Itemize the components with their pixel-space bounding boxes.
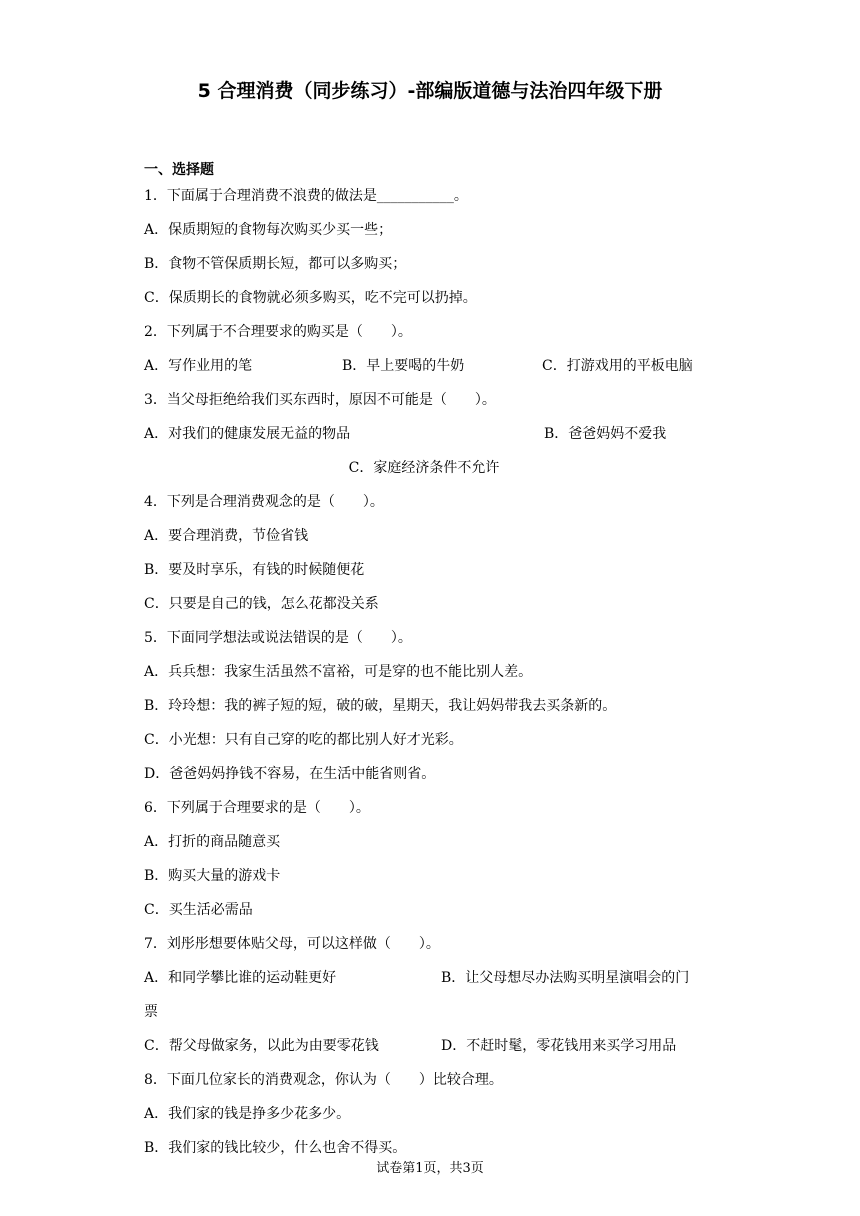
q5-option-b: B．玲玲想：我的裤子短的短，破的破，星期天，我让妈妈带我去买条新的。: [144, 698, 617, 714]
q4-option-c: C．只要是自己的钱，怎么花都没关系: [144, 596, 379, 612]
q5-option-c: C．小光想：只有自己穿的吃的都比别人好才光彩。: [144, 732, 463, 748]
q2-option-b: B．早上要喝的牛奶: [342, 358, 465, 374]
page-title: 5 合理消费（同步练习）-部编版道德与法治四年级下册: [197, 80, 663, 102]
q7-option-b: B．让父母想尽办法购买明星演唱会的门: [441, 970, 690, 986]
page-footer: 试卷第1页，共3页: [376, 1161, 484, 1176]
q8-option-a: A．我们家的钱是挣多少花多少。: [144, 1106, 351, 1122]
q7-option-b-continued: 票: [144, 1004, 158, 1020]
q7-option-c: C．帮父母做家务，以此为由要零花钱: [144, 1038, 379, 1054]
q5-option-d: D．爸爸妈妈挣钱不容易，在生活中能省则省。: [144, 766, 436, 782]
q3-option-b: B．爸爸妈妈不爱我: [544, 426, 667, 442]
q6-option-b: B．购买大量的游戏卡: [144, 868, 281, 884]
q3-option-c: C．家庭经济条件不允许: [348, 460, 500, 476]
q6-option-c: C．买生活必需品: [144, 902, 253, 918]
q3-options: [144, 422, 724, 456]
q7-option-a: A．和同学攀比谁的运动鞋更好: [144, 970, 337, 986]
q1-option-c: C．保质期长的食物就必须多购买，吃不完可以扔掉。: [144, 290, 477, 306]
q8-option-b: B．我们家的钱比较少，什么也舍不得买。: [144, 1140, 407, 1156]
q6-option-a: A．打折的商品随意买: [144, 834, 281, 850]
q7-option-d: D．不赶时髦，零花钱用来买学习用品: [441, 1038, 677, 1054]
q4-option-b: B．要及时享乐，有钱的时候随便花: [144, 562, 365, 578]
q5-option-a: A．兵兵想：我家生活虽然不富裕，可是穿的也不能比别人差。: [144, 664, 533, 680]
q7-options-cd: [144, 1034, 724, 1068]
q3-stem: 3．当父母拒绝给我们买东西时，原因不可能是（ ）。: [144, 392, 496, 408]
q2-stem: 2．下列属于不合理要求的购买是（ ）。: [144, 324, 412, 340]
q7-options-ab: [144, 966, 724, 1000]
q4-option-a: A．要合理消费，节俭省钱: [144, 528, 309, 544]
q2-option-a: A．写作业用的笔: [144, 358, 253, 374]
q1-option-b: B．食物不管保质期长短，都可以多购买；: [144, 256, 407, 272]
q7-stem: 7．刘彤彤想要体贴父母，可以这样做（ ）。: [144, 936, 440, 952]
q8-stem: 8．下面几位家长的消费观念，你认为（ ）比较合理。: [144, 1072, 503, 1088]
q5-stem: 5．下面同学想法或说法错误的是（ ）。: [144, 630, 412, 646]
q2-option-c: C．打游戏用的平板电脑: [542, 358, 693, 374]
q2-options: [144, 354, 724, 388]
section-heading: 一、选择题: [144, 162, 214, 178]
q1-option-a: A．保质期短的食物每次购买少买一些；: [144, 222, 393, 238]
q4-stem: 4．下列是合理消费观念的是（ ）。: [144, 494, 384, 510]
q1-stem: 1．下面属于合理消费不浪费的做法是___________。: [144, 188, 468, 204]
question-list: [144, 184, 724, 1170]
q3-option-a: A．对我们的健康发展无益的物品: [144, 426, 351, 442]
q6-stem: 6．下列属于合理要求的是（ ）。: [144, 800, 370, 816]
